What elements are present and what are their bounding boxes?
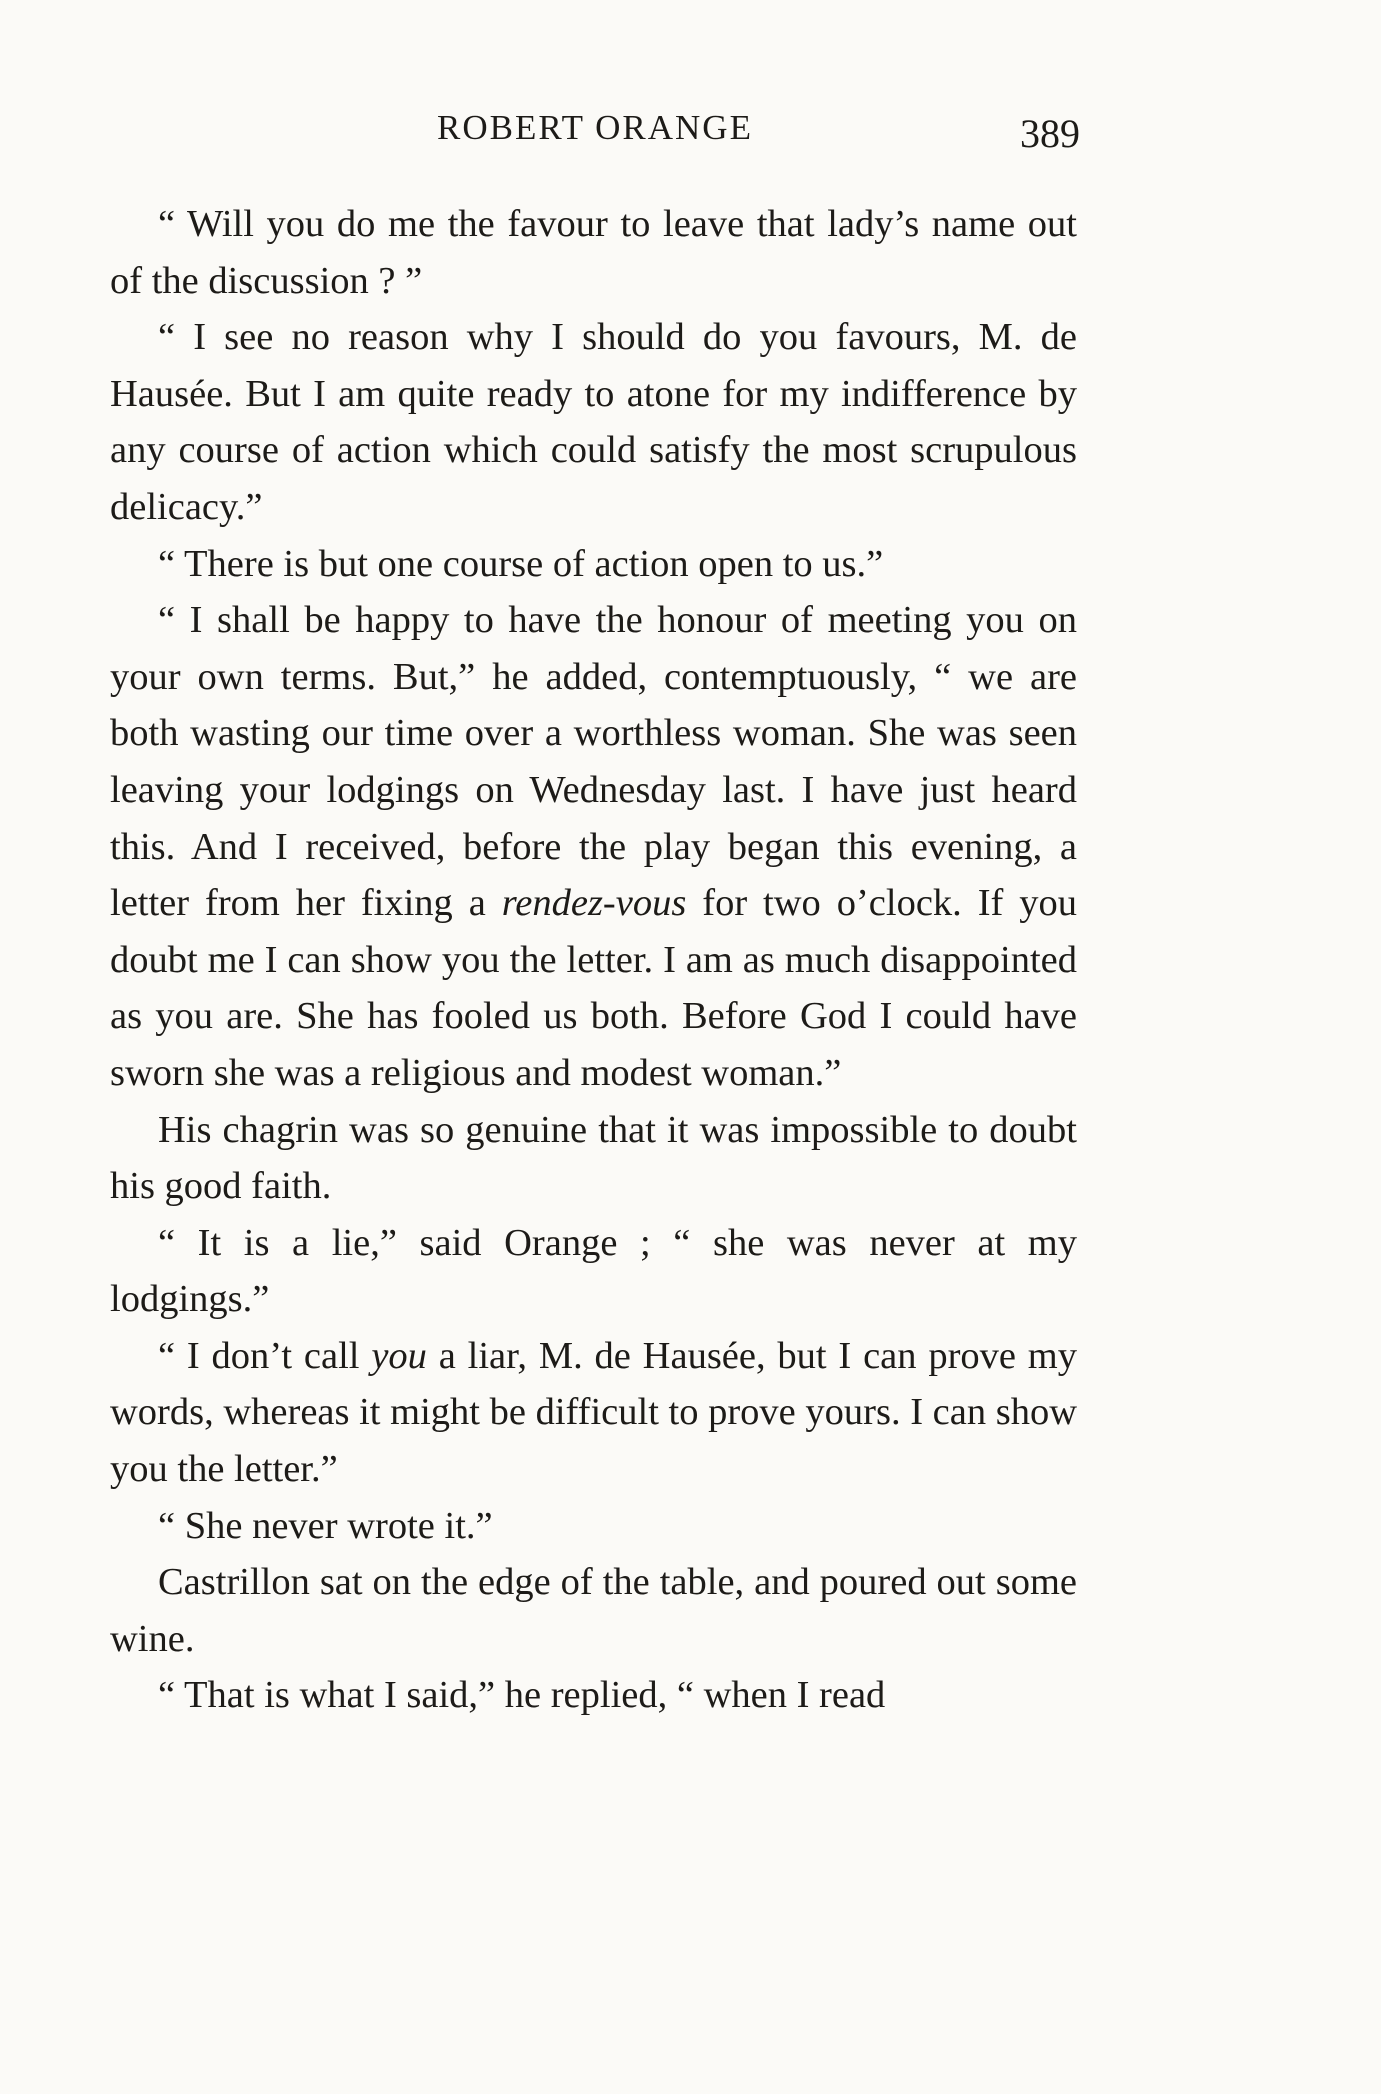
- paragraph-5: His chagrin was so genuine that it was impossible to doubt his good faith.: [110, 1108, 1077, 1208]
- paragraph-4: “ I shall be happy to have the honour of meeting you on your own terms. But,” he added, contemptuously, “ we are both wasting our time over a worthless woman. She was seen leaving your lodgings on Wednesday last. I have just heard this. And I received, before the play began this evening, a letter from her fixing a rendez-vous for two o’clock. If you doubt me I can show you the letter. I am as much disappointed as you are. She has fooled us both. Before God I could have sworn she was a religious and modest woman.”: [110, 599, 1078, 1094]
- paragraph-9: Castrillon sat on the edge of the table, and poured out some wine.: [110, 1561, 1077, 1660]
- paragraph-7: “ I don’t call you a liar, M. de Hausée, but I can prove my words, whereas it might be difficult to prove yours. I can show you the letter.”: [110, 1334, 1077, 1491]
- page-header: [110, 108, 1080, 158]
- paragraph-10: “ That is what I said,” he replied, “ when I read: [158, 1674, 886, 1717]
- page-number: 389: [1020, 111, 1080, 156]
- italic-word: you: [371, 1334, 427, 1377]
- paragraph-6: “ It is a lie,” said Orange ; “ she was never at my lodgings.”: [110, 1221, 1077, 1321]
- paragraph-8: “ She never wrote it.”: [158, 1504, 493, 1547]
- body-text: [110, 196, 1077, 1724]
- paragraph-1: “ Will you do me the favour to leave that lady’s name out of the discussion ? ”: [110, 203, 1077, 302]
- paragraph-2: “ I see no reason why I should do you favours, M. de Hausée. But I am quite ready to atone for my indifference by any course of action which could satisfy the most scrupulous delicacy.”: [110, 316, 1077, 528]
- italic-phrase: rendez-vous: [501, 882, 687, 925]
- paragraph-3: “ There is but one course of action open to us.”: [158, 542, 884, 585]
- running-title: ROBERT ORANGE: [437, 108, 753, 147]
